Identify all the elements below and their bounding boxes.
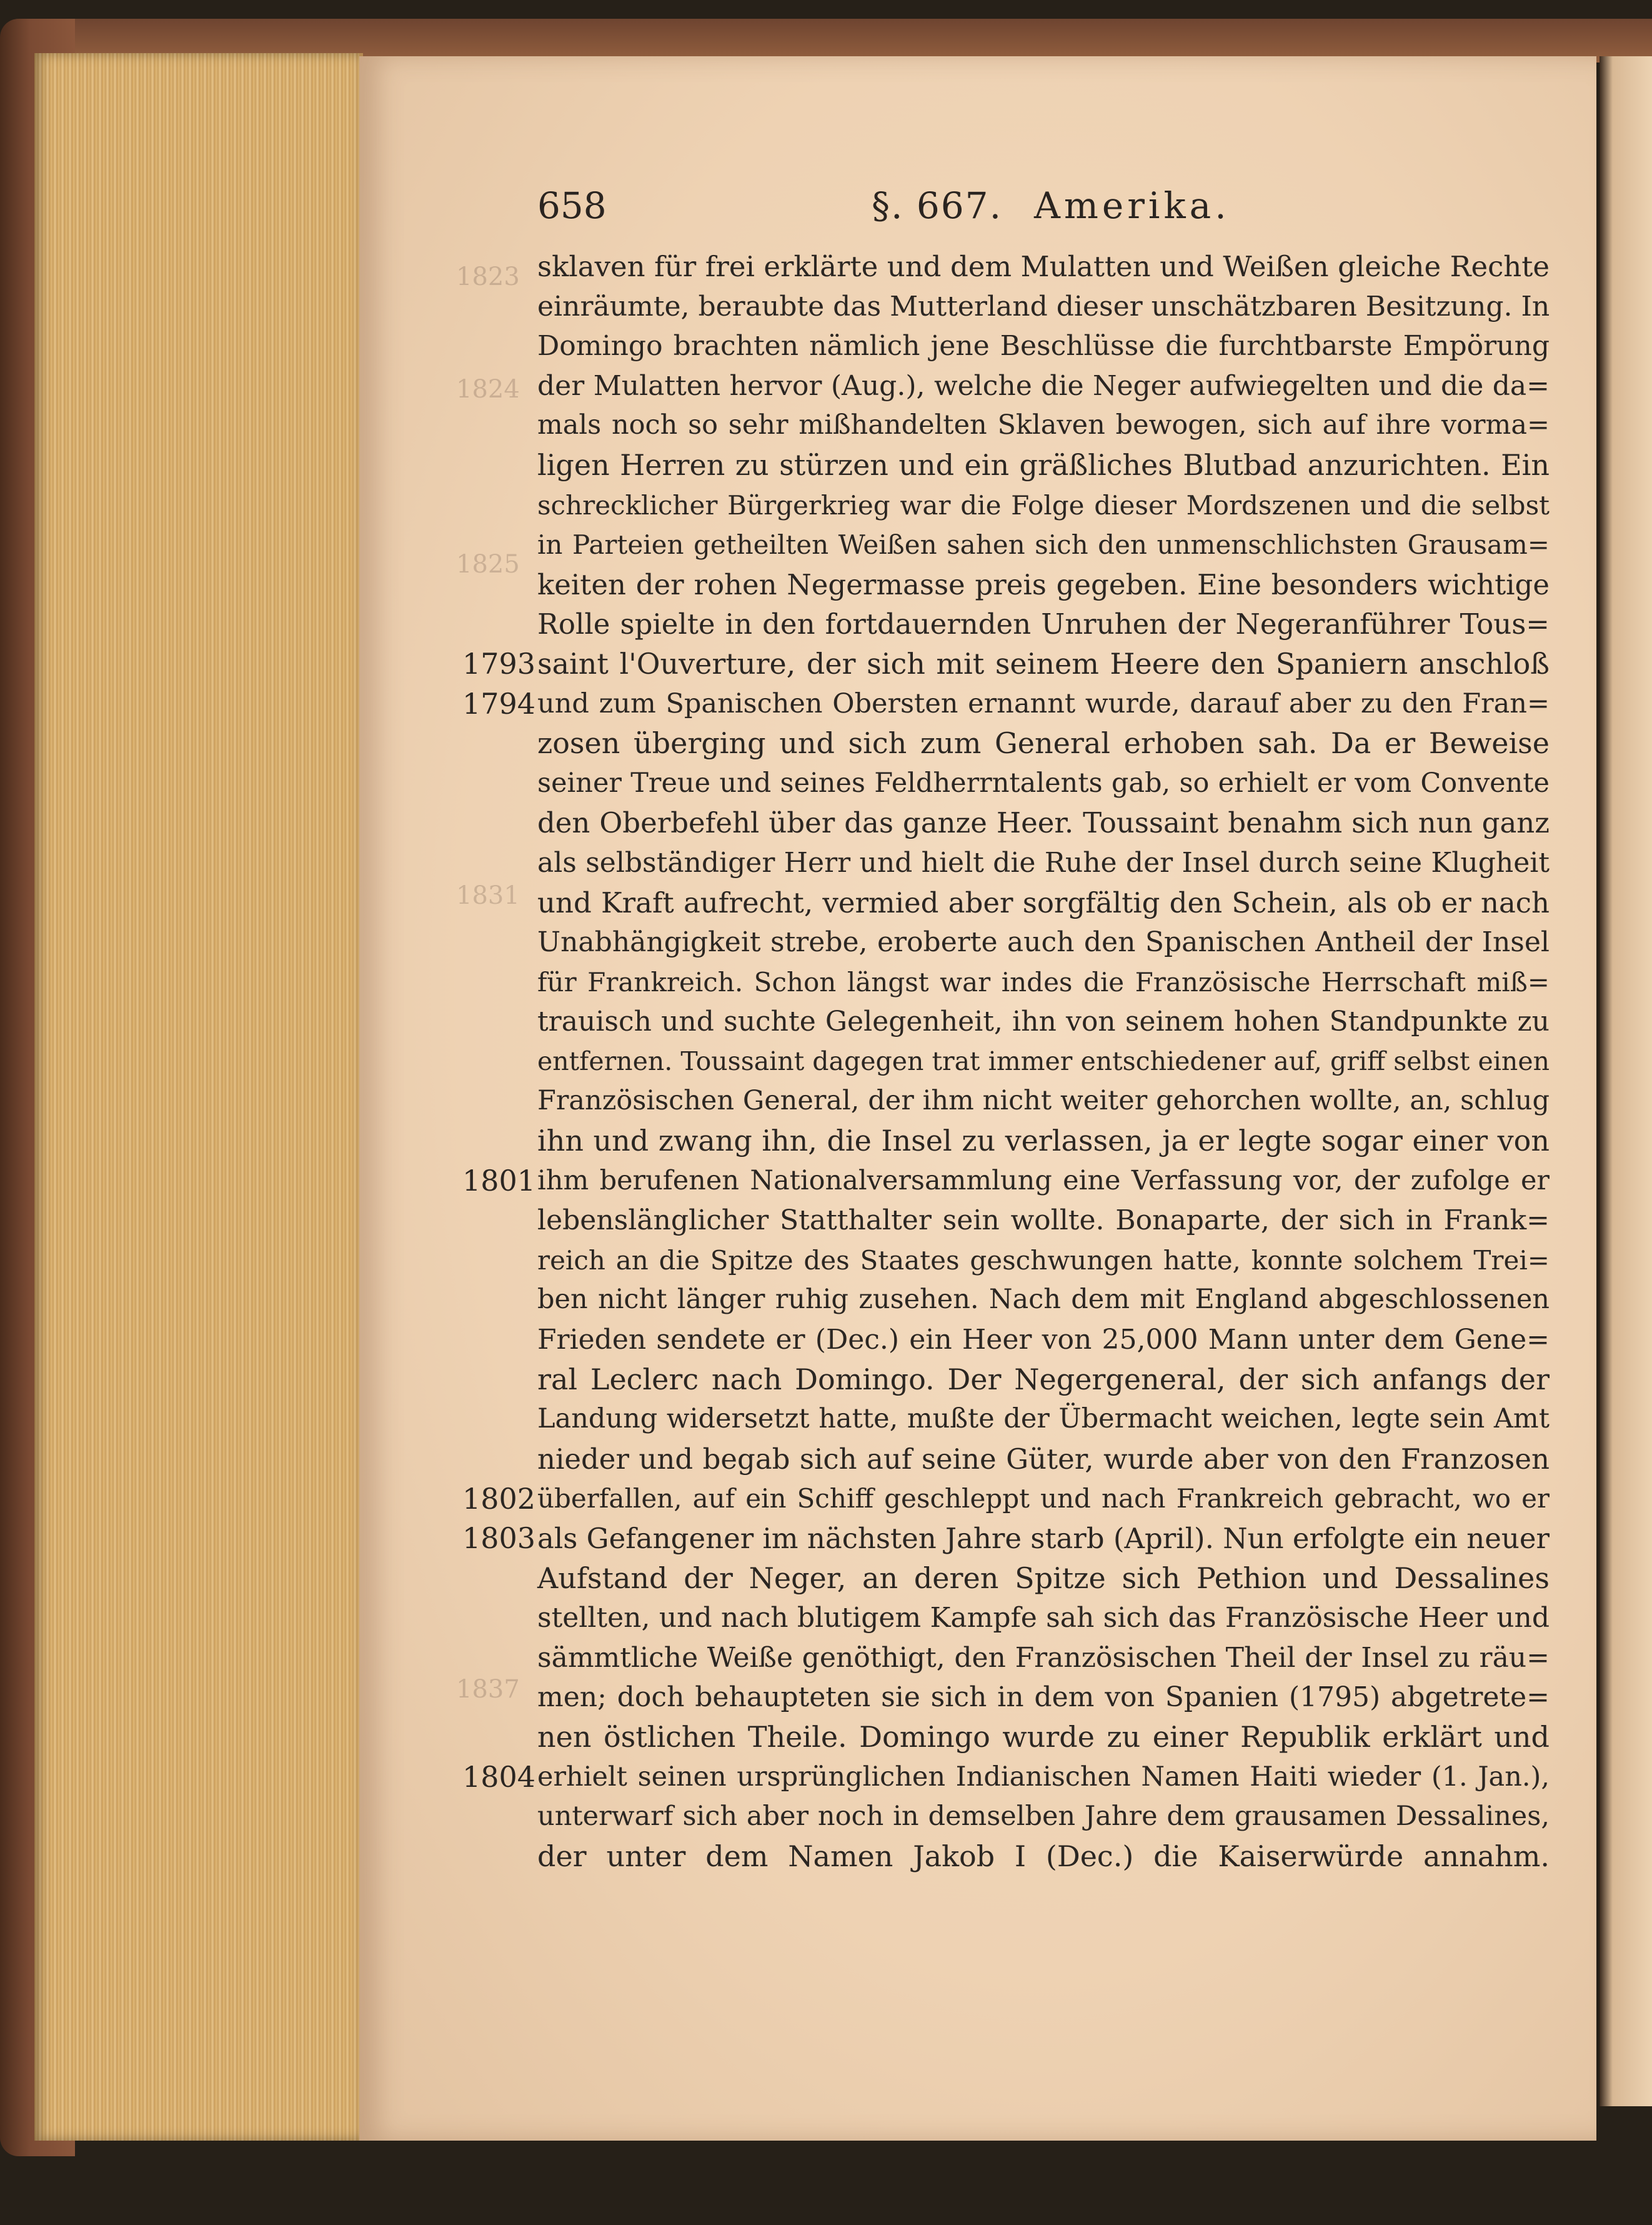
page-edges: [34, 53, 363, 2141]
text-line: und zum Spanischen Obersten ernannt wurde, darauf aber zu den Fran=: [537, 688, 1550, 719]
text-line: saint l'Ouverture, der sich mit seinem Heere den Spaniern anschloß: [537, 646, 1550, 681]
page-header: [537, 184, 1230, 241]
text-line: nen östlichen Theile. Domingo wurde zu einer Republik erklärt und: [537, 1719, 1550, 1754]
text-line: men; doch behaupteten sie sich in dem von Spanien (1795) abgetrete=: [537, 1681, 1550, 1714]
text-line: lebenslänglicher Statthalter sein wollte. Bonaparte, der sich in Frank=: [537, 1204, 1550, 1237]
body-text: [537, 247, 1550, 1876]
text-line: den Oberbefehl über das ganze Heer. Toussaint benahm sich nun ganz: [537, 806, 1550, 840]
text-line: Unabhängigkeit strebe, eroberte auch den Spanischen Antheil der Insel: [537, 926, 1550, 959]
text-line: entfernen. Toussaint dagegen trat immer entschiedener auf, griff selbst einen: [537, 1046, 1550, 1076]
text-line: und Kraft aufrecht, vermied aber sorgfältig den Schein, als ob er nach: [537, 886, 1550, 919]
text-line: stellten, und nach blutigem Kampfe sah sich das Französische Heer und: [537, 1602, 1550, 1634]
margin-year: 1794: [462, 686, 536, 721]
text-line: ben nicht länger ruhig zusehen. Nach dem mit England abgeschlossenen: [537, 1284, 1550, 1316]
bleed-through-mark: 1824: [456, 375, 520, 404]
text-line: für Frankreich. Schon längst war indes die Französische Herrschaft miß=: [537, 966, 1550, 998]
text-line: ihn und zwang ihn, die Insel zu verlassen, ja er legte sogar einer von: [537, 1124, 1550, 1158]
text-line: trauisch und suchte Gelegenheit, ihn von seinem hohen Standpunkte zu: [537, 1006, 1550, 1038]
text-line: der Mulatten hervor (Aug.), welche die Neger aufwiegelten und die da=: [537, 369, 1550, 402]
text-line: erhielt seinen ursprünglichen Indianischen Namen Haiti wieder (1. Jan.),: [537, 1761, 1550, 1792]
text-line: einräumte, beraubte das Mutterland dieser unschätzbaren Besitzung. In: [537, 290, 1550, 322]
text-line: keiten der rohen Negermasse preis gegeben. Eine besonders wichtige: [537, 568, 1550, 601]
margin-year: 1802: [462, 1481, 536, 1516]
margin-year: 1801: [462, 1163, 536, 1198]
text-line: seiner Treue und seines Feldherrntalents gab, so erhielt er vom Convente: [537, 767, 1550, 799]
running-title: Amerika.: [1034, 184, 1230, 227]
bleed-through-mark: 1825: [456, 550, 520, 579]
text-line: schrecklicher Bürgerkrieg war die Folge dieser Mordszenen und die selbst: [537, 489, 1550, 521]
text-line: unterwarf sich aber noch in demselben Jahre dem grausamen Dessalines,: [537, 1801, 1550, 1832]
text-line: Aufstand der Neger, an deren Spitze sich Pethion und Dessalines: [537, 1561, 1550, 1595]
bleed-through-mark: 1837: [456, 1675, 520, 1704]
text-line: Französischen General, der ihm nicht weiter gehorchen wollte, an, schlug: [537, 1085, 1550, 1117]
bleed-through-mark: 1823: [456, 262, 520, 291]
text-line: nieder und begab sich auf seine Güter, wurde aber von den Franzosen: [537, 1442, 1550, 1476]
text-line: Rolle spielte in den fortdauernden Unruhen der Negeranführer Tous=: [537, 608, 1550, 641]
text-line: sklaven für frei erklärte und dem Mulatten und Weißen gleiche Rechte: [537, 250, 1550, 283]
margin-year: 1804: [462, 1759, 536, 1794]
margin-year: 1793: [462, 647, 536, 681]
text-line: ral Leclerc nach Domingo. Der Negergeneral, der sich anfangs der: [537, 1362, 1550, 1396]
text-line: in Parteien getheilten Weißen sahen sich den unmenschlichsten Grausam=: [537, 529, 1550, 561]
page-number: 658: [537, 184, 607, 227]
margin-year: 1803: [462, 1521, 536, 1556]
text-line: mals noch so sehr mißhandelten Sklaven bewogen, sich auf ihre vorma=: [537, 409, 1550, 441]
next-page-edge: [1600, 56, 1652, 2106]
text-line: Landung widersetzt hatte, mußte der Übermacht weichen, legte sein Amt: [537, 1403, 1550, 1435]
text-line: überfallen, auf ein Schiff geschleppt und nach Frankreich gebracht, wo er: [537, 1483, 1550, 1514]
text-line: zosen überging und sich zum General erhoben sah. Da er Beweise: [537, 726, 1550, 761]
text-line: sämmtliche Weiße genöthigt, den Französischen Theil der Insel zu räu=: [537, 1641, 1550, 1674]
section-number: §. 667.: [872, 184, 1003, 227]
text-line: als selbständiger Herr und hielt die Ruhe der Insel durch seine Klugheit: [537, 846, 1550, 879]
text-line: ihm berufenen Nationalversammlung eine Verfassung vor, der zufolge er: [537, 1164, 1550, 1196]
text-line: Domingo brachten nämlich jene Beschlüsse die furchtbarste Empörung: [537, 330, 1550, 362]
text-line: der unter dem Namen Jakob I (Dec.) die Kaiserwürde annahm.: [537, 1839, 1550, 1873]
text-line: Frieden sendete er (Dec.) ein Heer von 25,000 Mann unter dem Gene=: [537, 1324, 1550, 1356]
text-line: ligen Herren zu stürzen und ein gräßliches Blutbad anzurichten. Ein: [537, 448, 1550, 482]
text-line: als Gefangener im nächsten Jahre starb (April). Nun erfolgte ein neuer: [537, 1522, 1550, 1555]
bleed-through-mark: 1831: [456, 881, 520, 910]
text-line: reich an die Spitze des Staates geschwungen hatte, konnte solchem Trei=: [537, 1244, 1550, 1276]
